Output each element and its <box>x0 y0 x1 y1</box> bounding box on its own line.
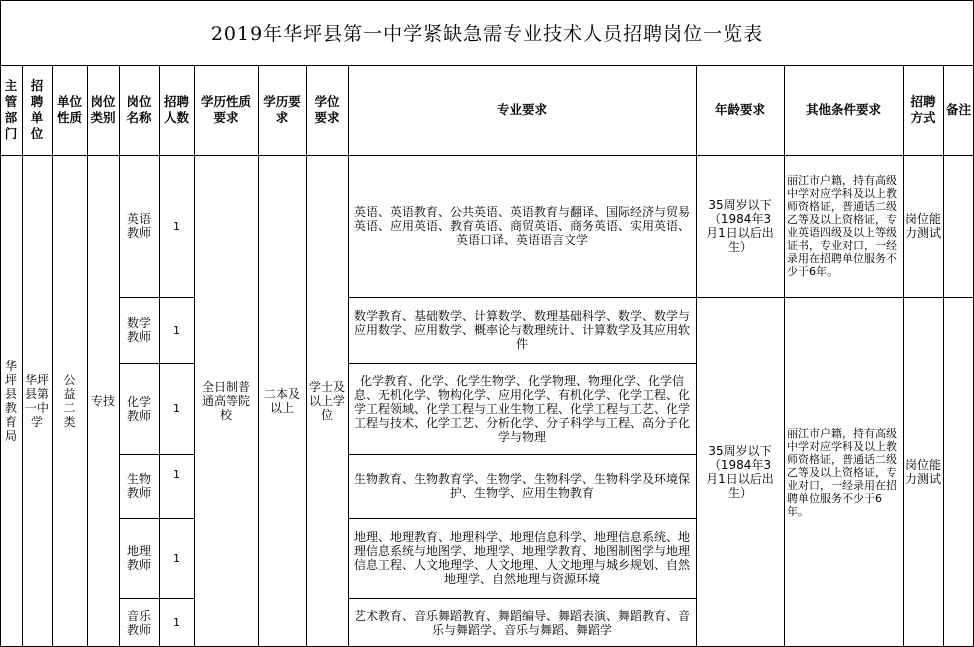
header-unit: 招聘单位 <box>30 78 44 141</box>
header-count: 招聘人数 <box>163 94 189 125</box>
position-biology: 生物教师 <box>126 472 151 500</box>
method-group-1: 岗位能力测试 <box>905 212 942 240</box>
category-cell: 专技 <box>90 394 115 408</box>
major-geography: 地理、地理教育、地理科学、地理信息科学、地理信息系统、地理信息系统与地图学、地理学、地理学教育、地图制图学与地理信息工程、人文地理学、人文地理、人文地理与城乡规划、自然地理学、自然地理与资源环境 <box>353 530 690 586</box>
position-english: 英语教师 <box>126 212 151 240</box>
major-chemistry: 化学教育、化学、化学生物学、化学物理、物理化学、化学信息、无机化学、物构化学、应用化学、有机化学、化学工程、化学工程领域、化学工程与工业生物工程、化学工程与工艺、化学工程与技术、化学工艺、分析化学、分子科学与工程、高分子化学与物理 <box>353 373 690 444</box>
nature-cell: 公益二类 <box>63 373 76 429</box>
degree-cell: 学士及以上学位 <box>309 380 346 422</box>
edu-nature-cell: 全日制普通高等院校 <box>201 380 250 422</box>
header-position: 岗位名称 <box>126 94 152 125</box>
age-group-2: 35周岁以下（1984年3月1日以后出生） <box>706 444 774 500</box>
major-math: 数学教育、基础数学、计算数学、数理基础科学、数学、数学与应用数学、应用数学、概率论与数理统计、计算数学及其应用软件 <box>353 309 690 351</box>
position-music: 音乐教师 <box>126 608 151 637</box>
header-other: 其他条件要求 <box>805 102 881 117</box>
header-dept: 主管部门 <box>4 78 18 141</box>
count-biology: 1 <box>173 467 180 481</box>
header-edu: 学历要求 <box>263 94 301 125</box>
dept-cell: 华坪县教育局 <box>4 359 17 443</box>
edu-cell: 二本及以上 <box>264 387 301 415</box>
position-geography: 地理教师 <box>126 544 151 572</box>
method-group-2: 岗位能力测试 <box>905 458 942 486</box>
header-major: 专业要求 <box>496 102 547 117</box>
other-group-1: 丽江市户籍，持有高级中学对应学科及以上教师资格证，普通话二级乙等及以上资格证，专业英语四级及以上等级证书，专业对口，一经录用在招聘单位服务不少于6年。 <box>787 174 897 278</box>
major-biology: 生物教育、生物教育学、生物学、生物科学、生物科学及环境保护、生物学、应用生物教育 <box>353 472 690 500</box>
other-group-2: 丽江市户籍，持有高级中学对应学科及以上教师资格证，普通话二级乙等及以上资格证，专业对口，一经录用在招聘单位服务不少于6年。 <box>787 426 897 518</box>
major-music: 艺术教育、音乐舞蹈教育、舞蹈编导、舞蹈表演、舞蹈教育、音乐与舞蹈学、音乐与舞蹈、舞蹈学 <box>353 608 690 637</box>
position-math: 数学教师 <box>126 316 151 344</box>
count-geography: 1 <box>173 551 180 565</box>
page-title: 2019年华坪县第一中学紧缺急需专业技术人员招聘岗位一览表 <box>0 0 974 66</box>
header-degree: 学位要求 <box>314 94 340 125</box>
count-chemistry: 1 <box>173 402 180 415</box>
unit-cell: 华坪县第一中学 <box>25 373 50 429</box>
header-remark: 备注 <box>946 102 972 117</box>
position-chemistry: 化学教师 <box>126 394 151 423</box>
header-age: 年龄要求 <box>714 102 765 117</box>
count-math: 1 <box>173 323 180 337</box>
count-english: 1 <box>173 219 180 233</box>
age-group-1: 35周岁以下（1984年3月1日以后出生） <box>706 198 774 254</box>
count-music: 1 <box>173 616 180 629</box>
header-edu-nature: 学历性质要求 <box>200 94 251 125</box>
header-category: 岗位类别 <box>90 94 116 125</box>
header-method: 招聘方式 <box>910 94 936 125</box>
major-english: 英语、英语教育、公共英语、英语教育与翻译、国际经济与贸易英语、应用英语、教育英语、商贸英语、商务英语、实用英语、英语口译、英语语言文学 <box>353 205 690 247</box>
header-nature: 单位性质 <box>56 94 82 125</box>
